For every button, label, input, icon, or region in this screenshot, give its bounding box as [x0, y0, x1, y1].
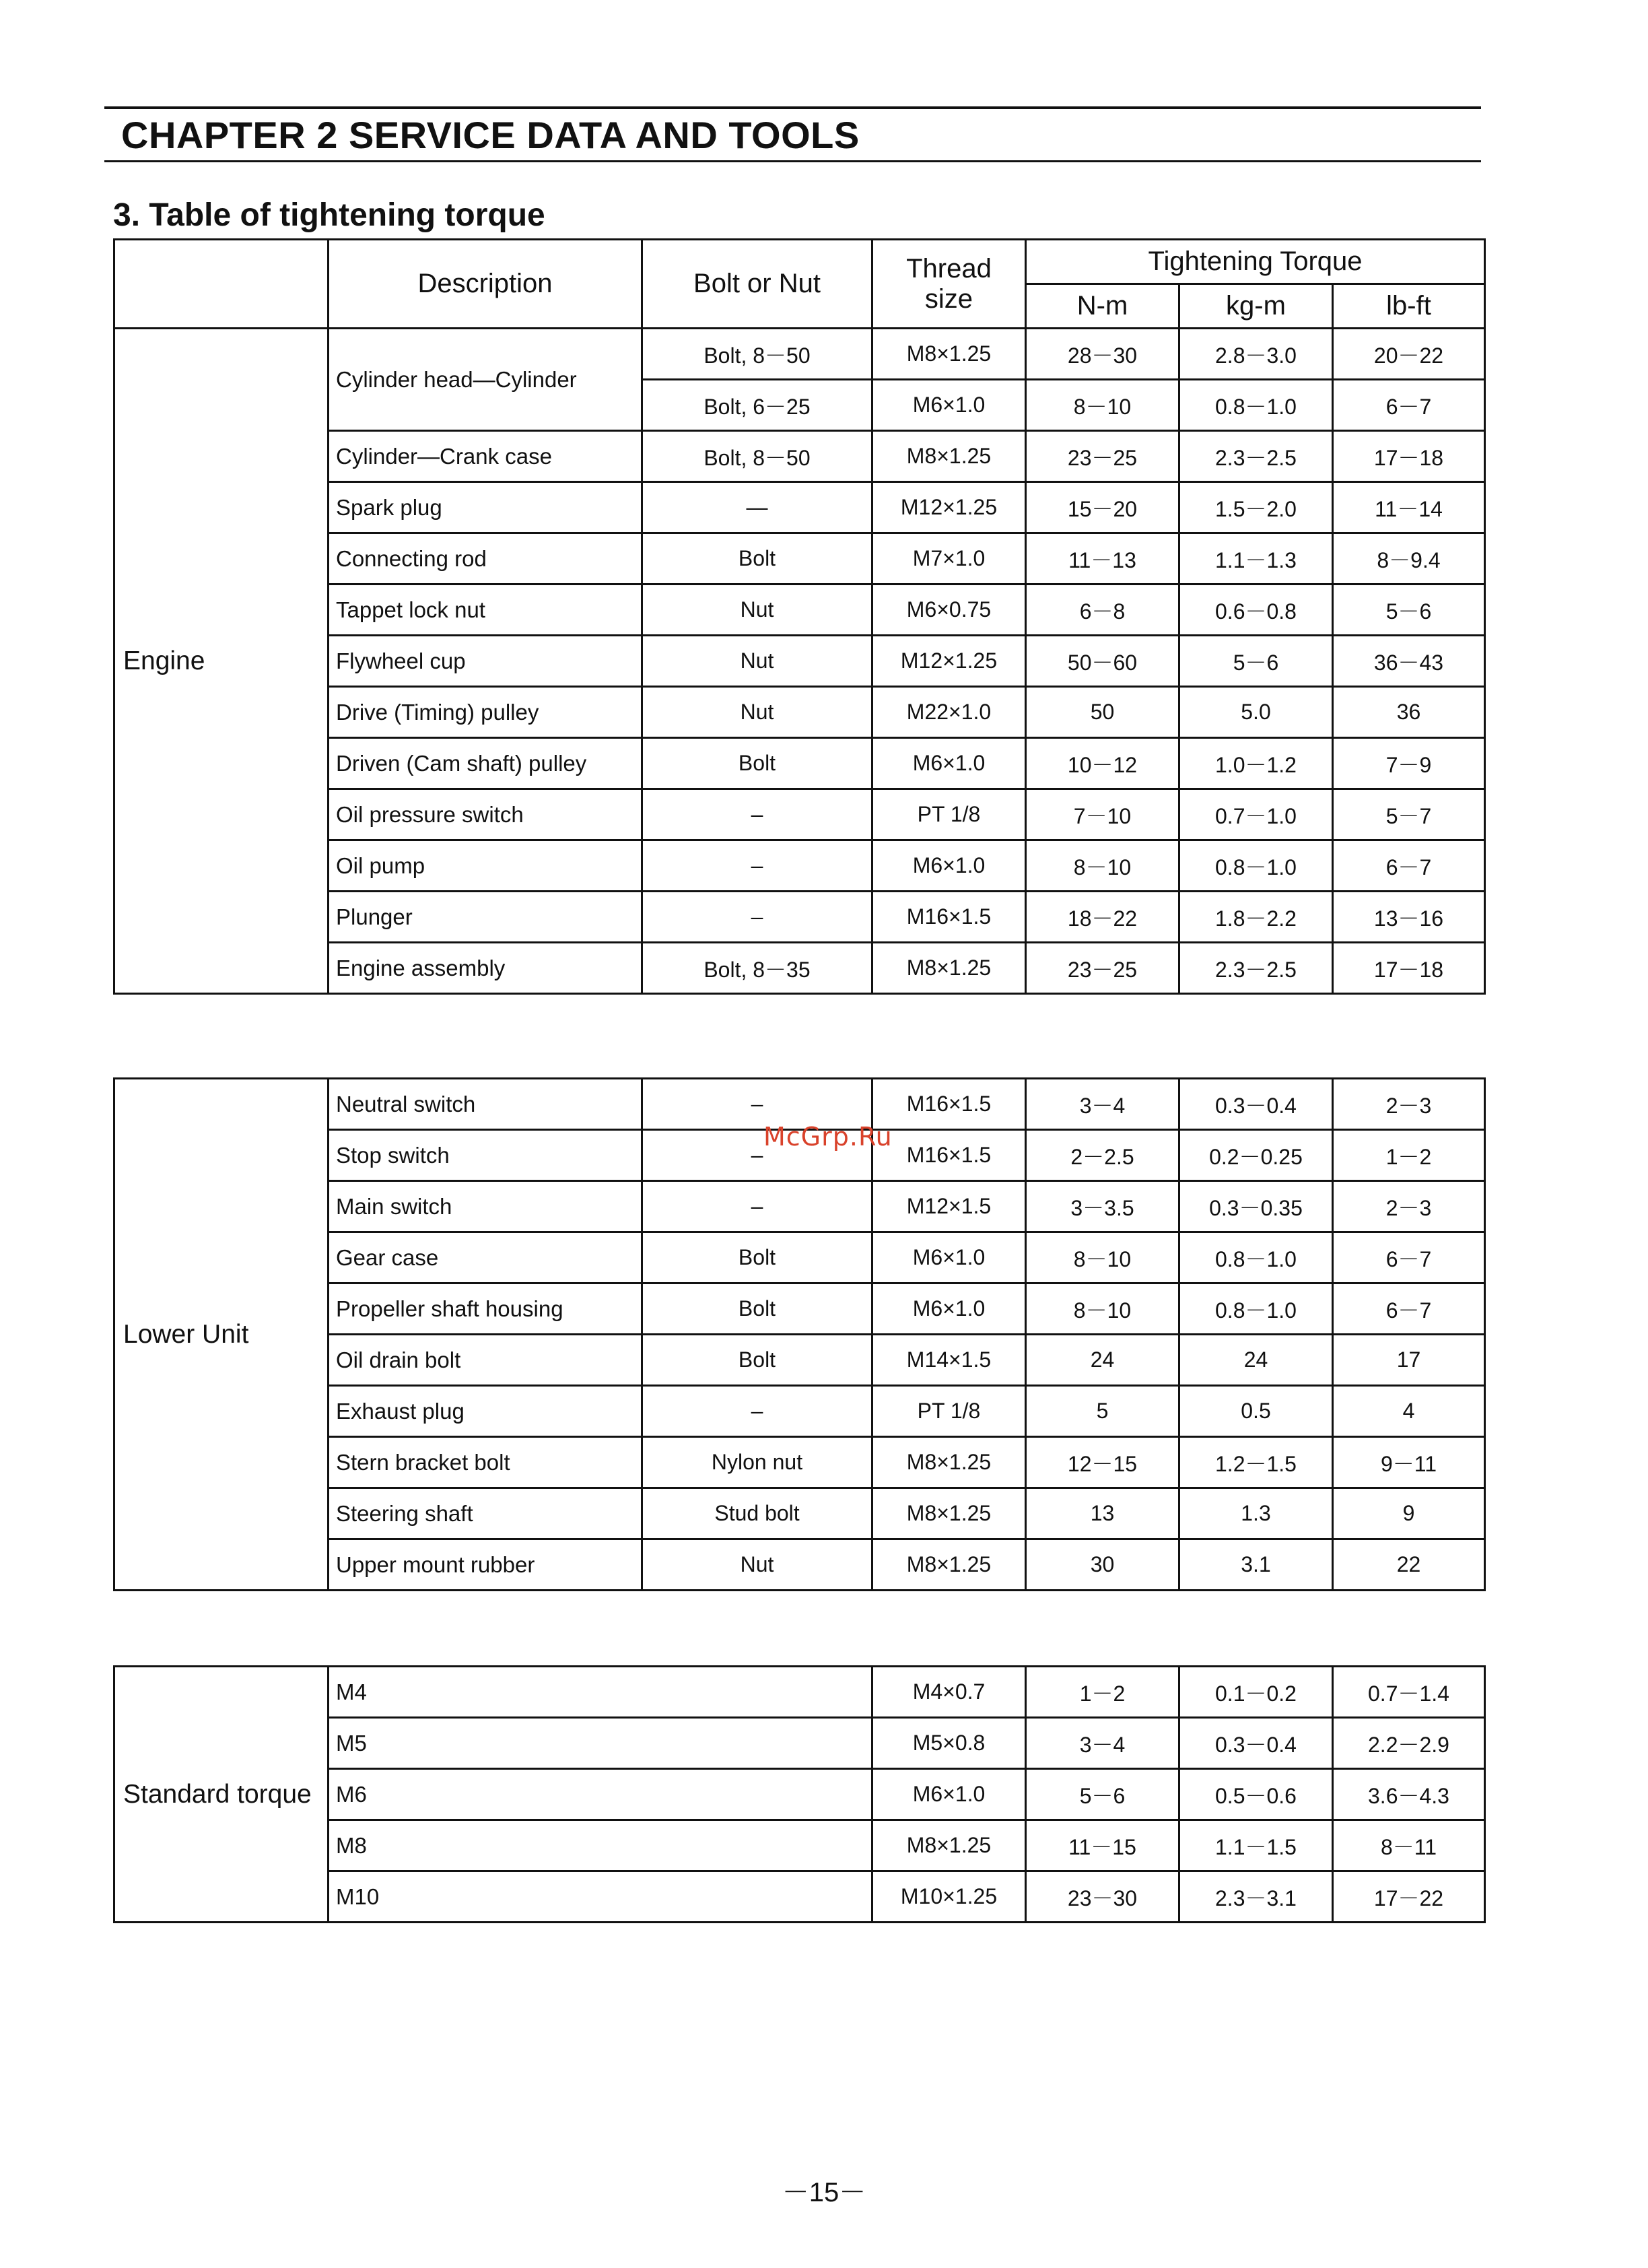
row-thread: M6×1.0	[872, 1283, 1026, 1335]
row-description: Plunger	[329, 892, 642, 943]
row-kgm: 5.0	[1179, 687, 1333, 738]
row-lbft: 36－43	[1333, 636, 1485, 687]
row-nm: 13	[1026, 1488, 1179, 1539]
row-lbft: 20－22	[1333, 329, 1485, 380]
row-lbft: 6－7	[1333, 380, 1485, 431]
row-nm: 2－2.5	[1026, 1130, 1179, 1181]
group-label: Standard torque	[114, 1667, 329, 1923]
header-description: Description	[329, 240, 642, 329]
row-description: Stern bracket bolt	[329, 1437, 642, 1488]
row-description: Oil pump	[329, 840, 642, 892]
row-kgm: 0.5	[1179, 1386, 1333, 1437]
row-lbft: 2－3	[1333, 1079, 1485, 1130]
row-description: Gear case	[329, 1232, 642, 1283]
row-thread: M8×1.25	[872, 329, 1026, 380]
row-bolt: Bolt	[642, 1232, 872, 1283]
row-bolt: Bolt	[642, 533, 872, 585]
row-bolt: —	[642, 482, 872, 533]
row-description: Drive (Timing) pulley	[329, 687, 642, 738]
row-description: M8	[329, 1820, 872, 1871]
engine-torque-table	[113, 238, 1486, 995]
row-bolt: Bolt, 8－50	[642, 329, 872, 380]
row-description: Engine assembly	[329, 943, 642, 994]
table-row	[114, 1667, 1485, 1718]
row-bolt: Bolt, 8－35	[642, 943, 872, 994]
header-tightening-torque: Tightening Torque	[1026, 240, 1485, 284]
row-kgm: 1.0－1.2	[1179, 738, 1333, 789]
row-bolt: Nylon nut	[642, 1437, 872, 1488]
row-thread: M12×1.25	[872, 482, 1026, 533]
row-lbft: 4	[1333, 1386, 1485, 1437]
row-kgm: 2.3－2.5	[1179, 431, 1333, 482]
header-thread-line1: Thread	[906, 253, 992, 284]
row-bolt: Nut	[642, 687, 872, 738]
lower-unit-torque-table	[113, 1077, 1486, 1591]
row-lbft: 7－9	[1333, 738, 1485, 789]
row-thread: M16×1.5	[872, 892, 1026, 943]
row-lbft: 13－16	[1333, 892, 1485, 943]
row-nm: 8－10	[1026, 380, 1179, 431]
row-description: Oil pressure switch	[329, 789, 642, 840]
row-description: Upper mount rubber	[329, 1539, 642, 1591]
row-thread: M8×1.25	[872, 1539, 1026, 1591]
row-thread: M6×1.0	[872, 1769, 1026, 1820]
row-lbft: 1－2	[1333, 1130, 1485, 1181]
row-description: Flywheel cup	[329, 636, 642, 687]
row-nm: 1－2	[1026, 1667, 1179, 1718]
row-thread: PT 1/8	[872, 1386, 1026, 1437]
row-lbft: 8－9.4	[1333, 533, 1485, 585]
row-thread: M8×1.25	[872, 431, 1026, 482]
row-thread: M12×1.5	[872, 1181, 1026, 1232]
row-thread: M6×1.0	[872, 380, 1026, 431]
row-nm: 7－10	[1026, 789, 1179, 840]
row-kgm: 0.3－0.35	[1179, 1181, 1333, 1232]
group-label: Engine	[114, 329, 329, 994]
row-thread: M10×1.25	[872, 1871, 1026, 1923]
row-kgm: 2.8－3.0	[1179, 329, 1333, 380]
row-description: Propeller shaft housing	[329, 1283, 642, 1335]
row-thread: M22×1.0	[872, 687, 1026, 738]
header-thread-line2: size	[924, 284, 973, 314]
row-bolt: Bolt	[642, 1335, 872, 1386]
row-lbft: 17	[1333, 1335, 1485, 1386]
row-nm: 23－30	[1026, 1871, 1179, 1923]
row-thread: M6×1.0	[872, 1232, 1026, 1283]
row-nm: 24	[1026, 1335, 1179, 1386]
row-thread: M4×0.7	[872, 1667, 1026, 1718]
row-kgm: 0.1－0.2	[1179, 1667, 1333, 1718]
row-lbft: 6－7	[1333, 1283, 1485, 1335]
row-description: Exhaust plug	[329, 1386, 642, 1437]
row-lbft: 22	[1333, 1539, 1485, 1591]
header-blank	[114, 240, 329, 329]
watermark: McGrp.Ru	[763, 1122, 893, 1152]
row-nm: 11－15	[1026, 1820, 1179, 1871]
row-nm: 8－10	[1026, 1232, 1179, 1283]
row-bolt: –	[642, 1130, 872, 1181]
row-description: Cylinder—Crank case	[329, 431, 642, 482]
row-description: Connecting rod	[329, 533, 642, 585]
standard-torque-table	[113, 1665, 1486, 1923]
row-lbft: 17－18	[1333, 943, 1485, 994]
row-bolt: –	[642, 892, 872, 943]
top-rule	[104, 106, 1481, 109]
row-thread: M8×1.25	[872, 1820, 1026, 1871]
row-kgm: 1.5－2.0	[1179, 482, 1333, 533]
row-description: Spark plug	[329, 482, 642, 533]
row-description: M6	[329, 1769, 872, 1820]
row-thread: M6×0.75	[872, 585, 1026, 636]
row-kgm: 24	[1179, 1335, 1333, 1386]
row-bolt: Nut	[642, 585, 872, 636]
row-nm: 8－10	[1026, 840, 1179, 892]
row-lbft: 17－18	[1333, 431, 1485, 482]
row-lbft: 0.7－1.4	[1333, 1667, 1485, 1718]
row-nm: 3－4	[1026, 1718, 1179, 1769]
row-kgm: 1.8－2.2	[1179, 892, 1333, 943]
row-nm: 6－8	[1026, 585, 1179, 636]
row-lbft: 9	[1333, 1488, 1485, 1539]
row-kgm: 1.3	[1179, 1488, 1333, 1539]
row-nm: 50－60	[1026, 636, 1179, 687]
row-bolt: Bolt	[642, 738, 872, 789]
row-lbft: 8－11	[1333, 1820, 1485, 1871]
row-kgm: 0.5－0.6	[1179, 1769, 1333, 1820]
header-bolt-or-nut: Bolt or Nut	[642, 240, 872, 329]
row-lbft: 17－22	[1333, 1871, 1485, 1923]
header-nm: N-m	[1026, 284, 1179, 329]
row-nm: 30	[1026, 1539, 1179, 1591]
row-kgm: 2.3－2.5	[1179, 943, 1333, 994]
group-label: Lower Unit	[114, 1079, 329, 1591]
row-description: Tappet lock nut	[329, 585, 642, 636]
row-description: M5	[329, 1718, 872, 1769]
row-bolt: –	[642, 1079, 872, 1130]
row-thread: M6×1.0	[872, 840, 1026, 892]
row-lbft: 2－3	[1333, 1181, 1485, 1232]
row-thread: M12×1.25	[872, 636, 1026, 687]
row-description: Neutral switch	[329, 1079, 642, 1130]
row-thread: M14×1.5	[872, 1335, 1026, 1386]
row-kgm: 0.8－1.0	[1179, 1232, 1333, 1283]
row-thread: M16×1.5	[872, 1130, 1026, 1181]
row-thread: M8×1.25	[872, 1488, 1026, 1539]
row-nm: 3－3.5	[1026, 1181, 1179, 1232]
row-nm: 8－10	[1026, 1283, 1179, 1335]
row-nm: 10－12	[1026, 738, 1179, 789]
row-lbft: 6－7	[1333, 840, 1485, 892]
row-lbft: 9－11	[1333, 1437, 1485, 1488]
row-thread: M8×1.25	[872, 1437, 1026, 1488]
row-description: Main switch	[329, 1181, 642, 1232]
row-bolt: –	[642, 1386, 872, 1437]
row-description: Cylinder head—Cylinder	[329, 329, 642, 431]
row-kgm: 0.6－0.8	[1179, 585, 1333, 636]
row-bolt: Bolt	[642, 1283, 872, 1335]
row-kgm: 0.8－1.0	[1179, 380, 1333, 431]
section-title: 3. Table of tightening torque	[113, 197, 545, 233]
row-description: M4	[329, 1667, 872, 1718]
row-lbft: 3.6－4.3	[1333, 1769, 1485, 1820]
row-lbft: 2.2－2.9	[1333, 1718, 1485, 1769]
row-kgm: 0.2－0.25	[1179, 1130, 1333, 1181]
row-kgm: 0.8－1.0	[1179, 1283, 1333, 1335]
row-lbft: 5－6	[1333, 585, 1485, 636]
page-number: －15－	[782, 2178, 866, 2207]
row-kgm: 3.1	[1179, 1539, 1333, 1591]
row-description: Stop switch	[329, 1130, 642, 1181]
row-bolt: Nut	[642, 1539, 872, 1591]
row-lbft: 36	[1333, 687, 1485, 738]
row-nm: 23－25	[1026, 943, 1179, 994]
row-kgm: 5－6	[1179, 636, 1333, 687]
row-bolt: Bolt, 6－25	[642, 380, 872, 431]
row-kgm: 1.1－1.5	[1179, 1820, 1333, 1871]
row-kgm: 0.3－0.4	[1179, 1079, 1333, 1130]
row-kgm: 0.7－1.0	[1179, 789, 1333, 840]
row-kgm: 1.1－1.3	[1179, 533, 1333, 585]
row-nm: 3－4	[1026, 1079, 1179, 1130]
row-lbft: 11－14	[1333, 482, 1485, 533]
row-thread: M16×1.5	[872, 1079, 1026, 1130]
row-kgm: 1.2－1.5	[1179, 1437, 1333, 1488]
row-bolt: –	[642, 840, 872, 892]
row-nm: 5－6	[1026, 1769, 1179, 1820]
row-description: Oil drain bolt	[329, 1335, 642, 1386]
row-thread: M5×0.8	[872, 1718, 1026, 1769]
row-thread: M6×1.0	[872, 738, 1026, 789]
row-bolt: –	[642, 789, 872, 840]
header-kgm: kg-m	[1179, 284, 1333, 329]
table-row	[114, 329, 1485, 380]
row-nm: 28－30	[1026, 329, 1179, 380]
row-thread: M7×1.0	[872, 533, 1026, 585]
row-description: Driven (Cam shaft) pulley	[329, 738, 642, 789]
row-bolt: Nut	[642, 636, 872, 687]
row-nm: 23－25	[1026, 431, 1179, 482]
row-nm: 11－13	[1026, 533, 1179, 585]
row-nm: 12－15	[1026, 1437, 1179, 1488]
row-bolt: Stud bolt	[642, 1488, 872, 1539]
row-nm: 15－20	[1026, 482, 1179, 533]
row-thread: M8×1.25	[872, 943, 1026, 994]
row-nm: 50	[1026, 687, 1179, 738]
row-kgm: 0.3－0.4	[1179, 1718, 1333, 1769]
header-thread-size	[872, 240, 1026, 329]
row-lbft: 5－7	[1333, 789, 1485, 840]
row-kgm: 0.8－1.0	[1179, 840, 1333, 892]
row-description: Steering shaft	[329, 1488, 642, 1539]
row-kgm: 2.3－3.1	[1179, 1871, 1333, 1923]
chapter-title: CHAPTER 2 SERVICE DATA AND TOOLS	[121, 114, 860, 156]
header-lbft: lb-ft	[1333, 284, 1485, 329]
row-description: M10	[329, 1871, 872, 1923]
row-nm: 18－22	[1026, 892, 1179, 943]
row-thread: PT 1/8	[872, 789, 1026, 840]
row-lbft: 6－7	[1333, 1232, 1485, 1283]
row-bolt: Bolt, 8－50	[642, 431, 872, 482]
row-nm: 5	[1026, 1386, 1179, 1437]
chapter-underline	[104, 160, 1481, 162]
row-bolt: –	[642, 1181, 872, 1232]
